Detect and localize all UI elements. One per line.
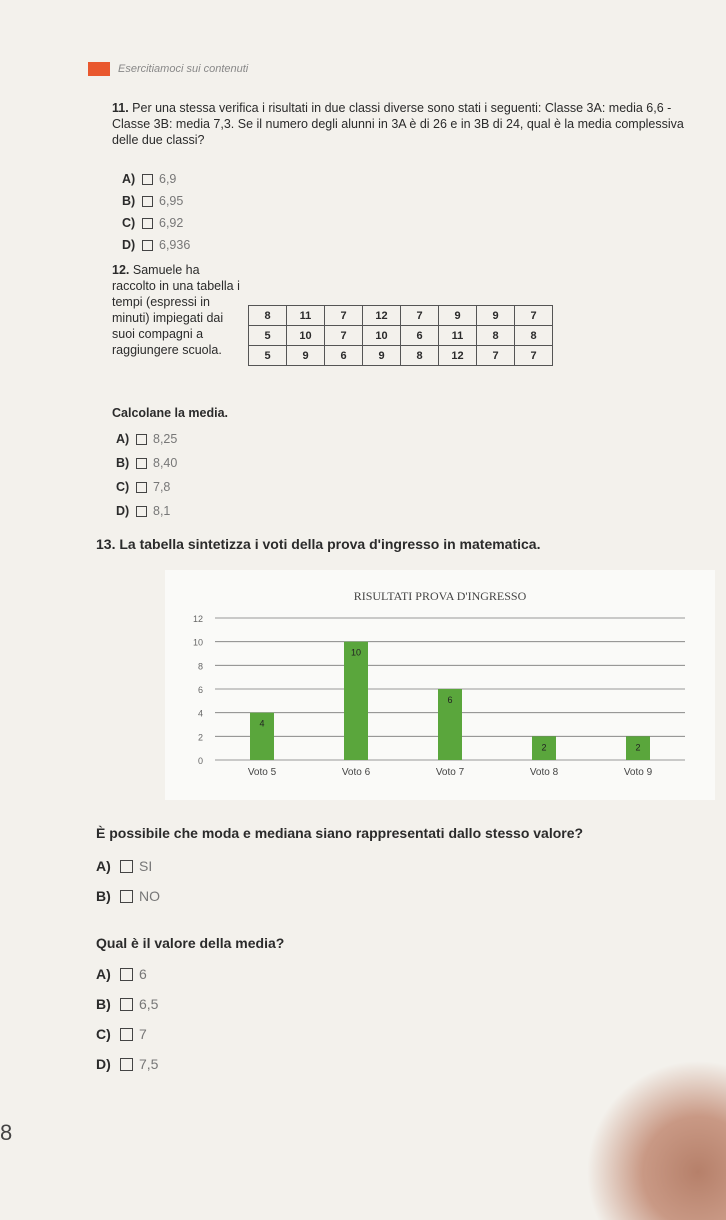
table-cell: 9	[477, 306, 515, 326]
option-value: 7,8	[153, 480, 171, 494]
q12-option-c[interactable]	[116, 480, 170, 494]
data-label: 4	[259, 718, 265, 729]
option-letter: A)	[96, 858, 111, 874]
option-value: 6,5	[139, 996, 159, 1012]
table-cell: 9	[287, 346, 325, 366]
x-tick-label: Voto 9	[623, 767, 653, 778]
y-tick-label: 2	[197, 732, 203, 743]
option-letter: C)	[122, 216, 136, 230]
section-header	[88, 62, 248, 76]
q13-option2-a[interactable]	[96, 966, 147, 982]
checkbox[interactable]	[136, 482, 147, 493]
table-cell: 9	[439, 306, 477, 326]
q13-option2-c[interactable]	[96, 1026, 147, 1042]
y-tick-label: 4	[197, 708, 203, 719]
table-cell: 9	[363, 346, 401, 366]
option-letter: B)	[122, 194, 136, 208]
table-cell: 8	[249, 306, 287, 326]
table-cell: 8	[401, 346, 439, 366]
data-label: 2	[541, 742, 547, 753]
table-cell: 10	[363, 326, 401, 346]
checkbox[interactable]	[136, 434, 147, 445]
table-cell: 10	[287, 326, 325, 346]
y-tick-label: 8	[197, 661, 203, 672]
table-row	[249, 326, 553, 346]
option-value: 8,1	[153, 504, 171, 518]
times-table	[248, 305, 553, 366]
table-row	[249, 346, 553, 366]
y-tick-label: 12	[192, 614, 203, 624]
question-number: 12.	[112, 263, 130, 277]
checkbox[interactable]	[120, 860, 133, 873]
table-row	[249, 306, 553, 326]
question-11	[112, 100, 712, 148]
option-letter: D)	[122, 238, 136, 252]
option-letter: A)	[116, 432, 130, 446]
table-cell: 8	[477, 326, 515, 346]
table-cell: 7	[477, 346, 515, 366]
option-letter: B)	[116, 456, 130, 470]
option-value: 8,25	[153, 432, 178, 446]
q12-prompt: Calcolane la media.	[112, 406, 229, 420]
option-letter: A)	[122, 172, 136, 186]
option-letter: D)	[116, 504, 130, 518]
q12-option-d[interactable]	[116, 504, 170, 518]
checkbox[interactable]	[120, 1028, 133, 1041]
table-cell: 7	[325, 326, 363, 346]
table-cell: 6	[401, 326, 439, 346]
option-value: 8,40	[153, 456, 178, 470]
checkbox[interactable]	[120, 890, 133, 903]
checkbox[interactable]	[142, 174, 153, 185]
data-label: 10	[350, 647, 362, 658]
table-cell: 7	[401, 306, 439, 326]
question-text: Per una stessa verifica i risultati in due classi diverse sono stati i seguenti: Classe 3A: media 6,6 - Classe 3B: media 7,3. Se il numero degli alunni in 3A è di 26 e in 3B di 24, qual è la media complessiva delle due classi?	[112, 101, 684, 147]
option-letter: A)	[96, 966, 111, 982]
q13-option1-a[interactable]	[96, 858, 152, 874]
checkbox[interactable]	[142, 218, 153, 229]
chart-svg	[165, 570, 715, 800]
option-letter: B)	[96, 888, 111, 904]
page-number: 8	[0, 1120, 13, 1145]
option-value: 6,92	[159, 216, 184, 230]
section-badge	[88, 62, 110, 76]
q13-option2-d[interactable]	[96, 1056, 158, 1072]
table-cell: 11	[439, 326, 477, 346]
checkbox[interactable]	[120, 968, 133, 981]
q11-option-c[interactable]	[122, 216, 183, 230]
option-letter: C)	[116, 480, 130, 494]
table-cell: 5	[249, 326, 287, 346]
section-title: Esercitiamoci sui contenuti	[118, 63, 249, 75]
q13-question-2: Qual è il valore della media?	[96, 935, 285, 951]
option-value: 7	[139, 1026, 147, 1042]
q11-option-b[interactable]	[122, 194, 183, 208]
table-cell: 7	[515, 346, 553, 366]
table-cell: 12	[363, 306, 401, 326]
chart-title: RISULTATI PROVA D'INGRESSO	[353, 589, 527, 603]
checkbox[interactable]	[136, 506, 147, 517]
table-cell: 8	[515, 326, 553, 346]
question-12	[112, 262, 242, 358]
checkbox[interactable]	[120, 1058, 133, 1071]
table-cell: 7	[515, 306, 553, 326]
q13-option2-b[interactable]	[96, 996, 158, 1012]
votes-chart	[165, 570, 715, 800]
option-value: SI	[139, 858, 153, 874]
q11-option-a[interactable]	[122, 172, 176, 186]
table-cell: 12	[439, 346, 477, 366]
checkbox[interactable]	[142, 196, 153, 207]
q13-option1-b[interactable]	[96, 888, 160, 904]
option-value: 6,936	[159, 238, 191, 252]
table-cell: 6	[325, 346, 363, 366]
table-cell: 5	[249, 346, 287, 366]
checkbox[interactable]	[142, 240, 153, 251]
option-value: 7,5	[139, 1056, 159, 1072]
x-tick-label: Voto 6	[341, 767, 371, 778]
option-value: NO	[139, 888, 160, 904]
question-number: 13.	[96, 536, 116, 552]
data-label: 2	[635, 742, 641, 753]
q12-option-a[interactable]	[116, 432, 177, 446]
x-tick-label: Voto 7	[435, 767, 465, 778]
option-letter: C)	[96, 1026, 111, 1042]
q13-question-1: È possibile che moda e mediana siano rappresentati dallo stesso valore?	[96, 825, 584, 841]
table-cell: 7	[325, 306, 363, 326]
data-label: 6	[447, 695, 453, 705]
y-tick-label: 0	[197, 756, 203, 766]
question-text: La tabella sintetizza i voti della prova d'ingresso in matematica.	[119, 536, 541, 552]
x-tick-label: Voto 8	[529, 767, 559, 778]
checkbox[interactable]	[136, 458, 147, 469]
question-number: 11.	[112, 101, 129, 115]
thumb-shadow	[586, 1060, 726, 1220]
option-letter: D)	[96, 1056, 111, 1072]
option-value: 6,95	[159, 194, 184, 208]
x-tick-label: Voto 5	[247, 767, 277, 778]
q11-option-d[interactable]	[122, 238, 190, 252]
option-letter: B)	[96, 996, 111, 1012]
question-text: Samuele ha raccolto in una tabella i tempi (espressi in minuti) impiegati dai suoi compagni a raggiungere scuola.	[112, 263, 240, 357]
table-cell: 11	[287, 306, 325, 326]
q12-option-b[interactable]	[116, 456, 177, 470]
checkbox[interactable]	[120, 998, 133, 1011]
option-value: 6	[139, 966, 147, 982]
option-value: 6,9	[159, 172, 177, 186]
question-13	[96, 536, 540, 552]
y-tick-label: 10	[192, 637, 203, 648]
bar	[344, 642, 368, 760]
y-tick-label: 6	[197, 685, 203, 695]
